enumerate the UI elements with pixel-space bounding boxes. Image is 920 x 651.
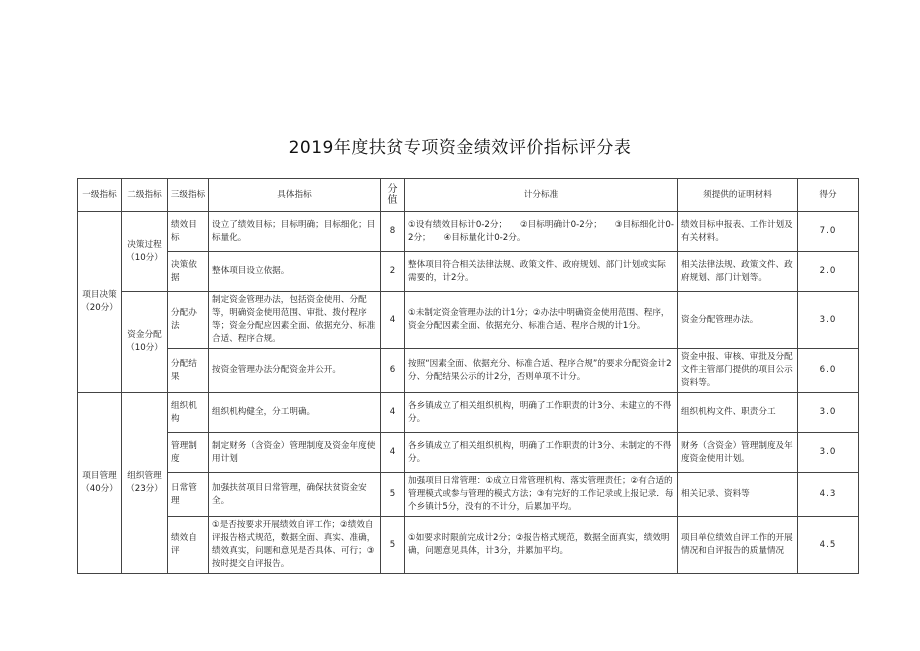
- detail-cell: 设立了绩效目标；目标明确；目标细化；目标量化。: [209, 212, 381, 252]
- header-score: 得分: [798, 179, 859, 212]
- materials-cell: 相关记录、资料等: [678, 473, 798, 517]
- subgroup-label: 资金分配（10分）: [122, 292, 168, 393]
- subgroup-label-line1: 组织管理: [127, 471, 162, 481]
- score-cell: 2.0: [798, 252, 859, 292]
- score-cell: 4.5: [798, 517, 859, 574]
- detail-cell: 制定财务（含资金）管理制度及资金年度使用计划: [209, 433, 381, 473]
- standard-cell: 整体项目符合相关法律法规、政策文件、政府规划、部门计划或实际需要的，计2分。: [405, 252, 678, 292]
- table-row: [78, 473, 859, 517]
- detail-cell: ①是否按要求开展绩效自评工作；②绩效自评报告格式规范，数据全面、真实、准确，绩效真实，问题和意见是否具体、可行；③按时提交自评报告。: [209, 517, 381, 574]
- level3-cell: 日常管理: [168, 473, 209, 517]
- materials-cell: 项目单位绩效自评工作的开展情况和自评报告的质量情况: [678, 517, 798, 574]
- standard-cell: 加强项目日常管理：①成立日常管理机构、落实管理责任；②有合适的管理模式或参与管理的模式方法；③有完好的工作记录或上报记录．每个乡镇计5分，没有的不计分，后累加平均。: [405, 473, 678, 517]
- score-cell: 7.0: [798, 212, 859, 252]
- group-label: 项目决策（20分）: [78, 212, 122, 393]
- standard-cell: 各乡镇成立了相关组织机构，明确了工作职责的计3分、未建立的不得分。: [405, 393, 678, 433]
- table-row: [78, 212, 859, 252]
- level3-cell: 组织机构: [168, 393, 209, 433]
- score-cell: 4.3: [798, 473, 859, 517]
- header-level3: 三级指标: [168, 179, 209, 212]
- materials-cell: 组织机构文件、职责分工: [678, 393, 798, 433]
- level3-cell: 分配办法: [168, 292, 209, 349]
- weight-cell: 4: [381, 393, 405, 433]
- header-standard: 计分标准: [405, 179, 678, 212]
- level3-cell: 绩效自评: [168, 517, 209, 574]
- materials-cell: 资金申报、审核、审批及分配文件主管部门提供的项目公示资料等。: [678, 349, 798, 393]
- detail-cell: 组织机构健全，分工明确。: [209, 393, 381, 433]
- materials-cell: 财务（含资金）管理制度及年度资金使用计划。: [678, 433, 798, 473]
- score-cell: 3.0: [798, 393, 859, 433]
- level3-cell: 分配结果: [168, 349, 209, 393]
- table-row: [78, 349, 859, 393]
- detail-cell: 整体项目设立依据。: [209, 252, 381, 292]
- weight-cell: 4: [381, 292, 405, 349]
- table-row: [78, 433, 859, 473]
- table-row: [78, 517, 859, 574]
- header-level1: 一级指标: [78, 179, 122, 212]
- subgroup-label-line2: （23分）: [126, 484, 163, 494]
- weight-cell: 5: [381, 473, 405, 517]
- weight-cell: 8: [381, 212, 405, 252]
- standard-cell: ①设有绩效目标计0-2分； ②目标明确计0-2分； ③目标细化计0-2分； ④目标量化计0-2分。: [405, 212, 678, 252]
- header-level2: 二级指标: [122, 179, 168, 212]
- weight-cell: 4: [381, 433, 405, 473]
- subgroup-label: [122, 393, 168, 574]
- subgroup-label: 决策过程（10分）: [122, 212, 168, 292]
- standard-cell: ①如要求时限前完成计2分；②报告格式规范，数据全面真实，绩效明确，问题意见具体，计3分，并累加平均。: [405, 517, 678, 574]
- materials-cell: 相关法律法规、政策文件、政府规划、部门计划等。: [678, 252, 798, 292]
- header-weight: 分值: [381, 179, 405, 212]
- standard-cell: ①未制定资金管理办法的计1分；②办法中明确资金使用范围、程序，资金分配因素全面、依据充分、标准合适、程序合规的计1分。: [405, 292, 678, 349]
- standard-cell: 按照“因素全面、依据充分、标准合适、程序合规”的要求分配资金计2分、分配结果公示的计2分，否则单项不计分。: [405, 349, 678, 393]
- table-header-row: [78, 179, 859, 212]
- weight-cell: 2: [381, 252, 405, 292]
- score-cell: 6.0: [798, 349, 859, 393]
- table-row: [78, 292, 859, 349]
- score-table: [77, 178, 859, 574]
- level3-cell: 管理制度: [168, 433, 209, 473]
- level3-cell: 绩效目标: [168, 212, 209, 252]
- table-row: [78, 252, 859, 292]
- detail-cell: 按资金管理办法分配资金并公开。: [209, 349, 381, 393]
- level3-cell: 决策依据: [168, 252, 209, 292]
- score-cell: 3.0: [798, 433, 859, 473]
- weight-cell: 6: [381, 349, 405, 393]
- score-cell: 3.0: [798, 292, 859, 349]
- header-detail: 具体指标: [209, 179, 381, 212]
- materials-cell: 绩效目标申报表、工作计划及有关材料。: [678, 212, 798, 252]
- detail-cell: 制定资金管理办法，包括资金使用、分配等，明确资金使用范围、审批、拨付程序等；资金分配应因素全面、依据充分、标准合适、程序合规。: [209, 292, 381, 349]
- detail-cell: 加强扶贫项目日常管理，确保扶贫资金安全。: [209, 473, 381, 517]
- group-label: 项目管理（40分）: [78, 393, 122, 574]
- page-title: 2019年度扶贫专项资金绩效评价指标评分表: [288, 138, 632, 158]
- weight-cell: 5: [381, 517, 405, 574]
- standard-cell: 各乡镇成立了相关组织机构，明确了工作职责的计3分、未制定的不得分。: [405, 433, 678, 473]
- materials-cell: 资金分配管理办法。: [678, 292, 798, 349]
- header-materials: 须提供的证明材料: [678, 179, 798, 212]
- table-row: [78, 393, 859, 433]
